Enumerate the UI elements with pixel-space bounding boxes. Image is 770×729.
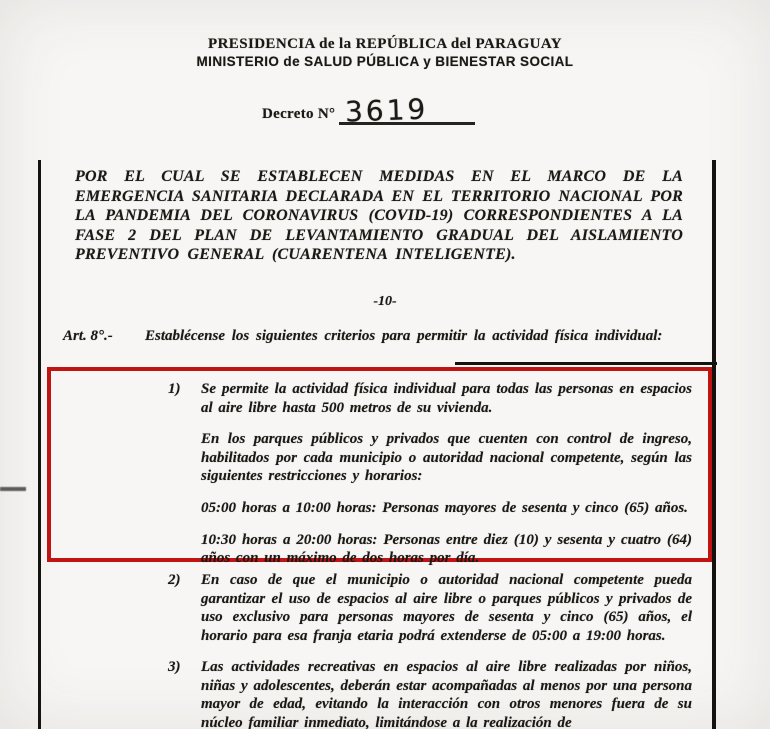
- scan-border-line-left: [38, 160, 41, 729]
- page-number: -10-: [373, 294, 397, 309]
- header-presidency-line: PRESIDENCIA de la REPÚBLICA del PARAGUAY: [208, 36, 562, 52]
- article-8: [63, 327, 685, 346]
- item-number: 2): [168, 572, 181, 588]
- item-paragraph: En los parques públicos y privados que cuenten con control de ingreso, habilitados por cada municipio o autoridad nacional competente, según las siguientes restricciones y horarios:: [201, 431, 692, 485]
- margin-tick-mark: [0, 487, 26, 491]
- header-ministry-line: MINISTERIO de SALUD PÚBLICA y BIENESTAR SOCIAL: [196, 54, 574, 69]
- item-body: [201, 658, 692, 729]
- decree-label: Decreto N°: [262, 106, 336, 122]
- decree-number-underline: [339, 88, 475, 129]
- article-text: Establécense los siguientes criterios para permitir la actividad física individual:: [145, 328, 663, 344]
- item-body: [201, 380, 692, 568]
- item-paragraph: 05:00 horas a 10:00 horas: Personas mayores de sesenta y cinco (65) años.: [201, 499, 688, 516]
- item-number: 3): [168, 659, 181, 675]
- decree-title-paragraph: POR EL CUAL SE ESTABLECEN MEDIDAS EN EL MARCO DE LA EMERGENCIA SANITARIA DECLARADA EN EL TERRITORIO NACIONAL POR LA PANDEMIA DEL CORONAVIRUS (COVID-19) CORRESPONDIENTES A LA FASE 2 DEL PLAN DE LEVANTAMIENTO GRADUAL DEL AISLAMIENTO PREVENTIVO GENERAL (CUARENTENA INTELIGENTE).: [75, 168, 684, 263]
- scan-artifact-line: [455, 362, 717, 365]
- document-header: [0, 36, 770, 70]
- item-body: [201, 571, 692, 645]
- scan-border-line-right: [712, 160, 716, 729]
- item-paragraph: Se permite la actividad física individual para todas las personas en espacios al aire libre hasta 500 metros de su vivienda.: [201, 381, 692, 416]
- item-number: 1): [168, 381, 181, 397]
- decree-number-handwritten: 3619: [344, 92, 430, 129]
- list-item-1: [168, 380, 692, 568]
- article-label: Art. 8°.-: [63, 328, 113, 344]
- item-paragraph: En caso de que el municipio o autoridad nacional competente pueda garantizar el uso de espacios al aire libre o parques públicos y privados de uso exclusivo para personas mayores de sesenta y cinco (65) años, el horario para esa franja etaria podrá extenderse de 05:00 a 19:00 horas.: [201, 572, 692, 644]
- decree-number-row: [262, 88, 475, 129]
- list-item-3: [168, 658, 692, 729]
- list-item-2: [168, 571, 692, 645]
- item-paragraph: 10:30 horas a 20:00 horas: Personas entre diez (10) y sesenta y cuatro (64) años con un máximo de dos horas por día.: [201, 531, 692, 567]
- item-paragraph: Las actividades recreativas en espacios al aire libre realizadas por niños, niñas y adolescentes, deberán estar acompañadas al menos por una persona mayor de edad, evitando la interacción con otros menores fuera de su núcleo familiar inmediato, limitándose a la realización de: [201, 659, 692, 729]
